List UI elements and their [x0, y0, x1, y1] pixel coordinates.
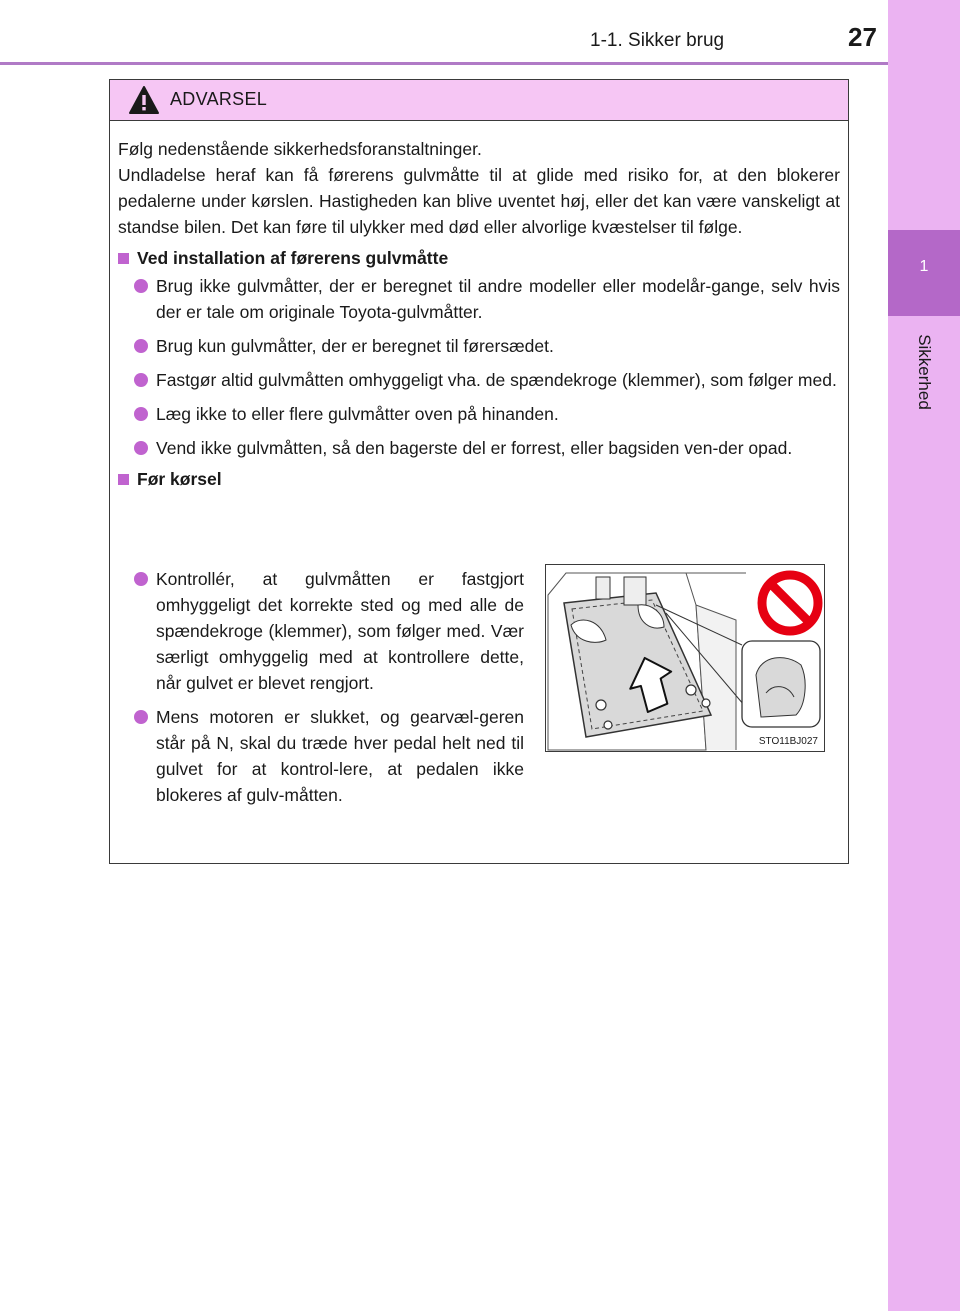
section-heading-before-driving — [118, 469, 840, 490]
list-item-text: Fastgør altid gulvmåtten omhyggeligt vha. de spændekroge (klemmer), som følger med. — [156, 370, 837, 390]
chapter-label: Sikkerhed — [915, 334, 934, 410]
prohibited-icon — [762, 575, 818, 631]
list-item-text: Kontrollér, at gulvmåtten er fastgjort omhyggeligt det korrekte sted og med alle de spændekroge (klemmer), som følger med. Vær særligt omhyggelig med at kontrollere dette, når gulvet er blevet rengjort. — [156, 569, 524, 693]
floor-mat-drawing — [546, 565, 824, 751]
list-item — [134, 704, 524, 808]
floor-mat-illustration — [545, 564, 825, 752]
circle-bullet-icon — [134, 279, 148, 293]
illustration-code: STO11BJ027 — [758, 736, 818, 747]
square-bullet-icon — [118, 253, 129, 264]
list-item — [134, 401, 840, 427]
side-tab — [888, 0, 960, 1311]
warning-triangle-icon — [128, 85, 160, 115]
square-bullet-icon — [118, 474, 129, 485]
warning-box — [109, 79, 849, 864]
section-heading-installation — [118, 248, 840, 269]
circle-bullet-icon — [134, 710, 148, 724]
circle-bullet-icon — [134, 373, 148, 387]
circle-bullet-icon — [134, 407, 148, 421]
list-item-text: Brug ikke gulvmåtter, der er beregnet til andre modeller eller modelår-gange, selv hvis der er tale om originale Toyota-gulvmåtter. — [156, 276, 840, 322]
list-item — [134, 367, 840, 393]
warning-header — [110, 80, 848, 121]
header-divider — [0, 62, 888, 65]
list-item-text: Mens motoren er slukket, og gearvæl-geren står på N, skal du træde hver pedal helt ned til gulvet for at kontrol-lere, at pedalen ikke blokeres af gulv-måtten. — [156, 707, 524, 805]
circle-bullet-icon — [134, 441, 148, 455]
warning-body — [118, 136, 840, 494]
section-heading-text: Ved installation af førerens gulvmåtte — [137, 248, 449, 268]
warning-intro: Følg nedenstående sikkerhedsforanstaltninger. Undladelse heraf kan få førerens gulvmåtte til at glide med risiko for, at den blokerer pedalerne under kørslen. Hastigheden kan blive uventet høj, eller det kan være vanskeligt at standse bilen. Det kan føre til ulykker med død eller alvorlige kvæstelser til følge. — [118, 139, 840, 237]
warning-title: ADVARSEL — [170, 89, 268, 109]
list-item — [134, 333, 840, 359]
list-item — [134, 566, 524, 696]
circle-bullet-icon — [134, 339, 148, 353]
page-number: 27 — [848, 22, 877, 52]
section-title: 1-1. Sikker brug — [590, 30, 725, 51]
list-item-text: Læg ikke to eller flere gulvmåtter oven på hinanden. — [156, 404, 559, 424]
list-item — [134, 273, 840, 325]
circle-bullet-icon — [134, 572, 148, 586]
chapter-tab[interactable] — [888, 230, 960, 316]
section-heading-text: Før kørsel — [137, 469, 222, 489]
list-item-text: Vend ikke gulvmåtten, så den bagerste del er forrest, eller bagsiden ven-der opad. — [156, 438, 793, 458]
chapter-number: 1 — [919, 258, 929, 275]
list-item-text: Brug kun gulvmåtter, der er beregnet til førersædet. — [156, 336, 554, 356]
list-item — [134, 435, 840, 461]
before-driving-list — [118, 562, 524, 816]
